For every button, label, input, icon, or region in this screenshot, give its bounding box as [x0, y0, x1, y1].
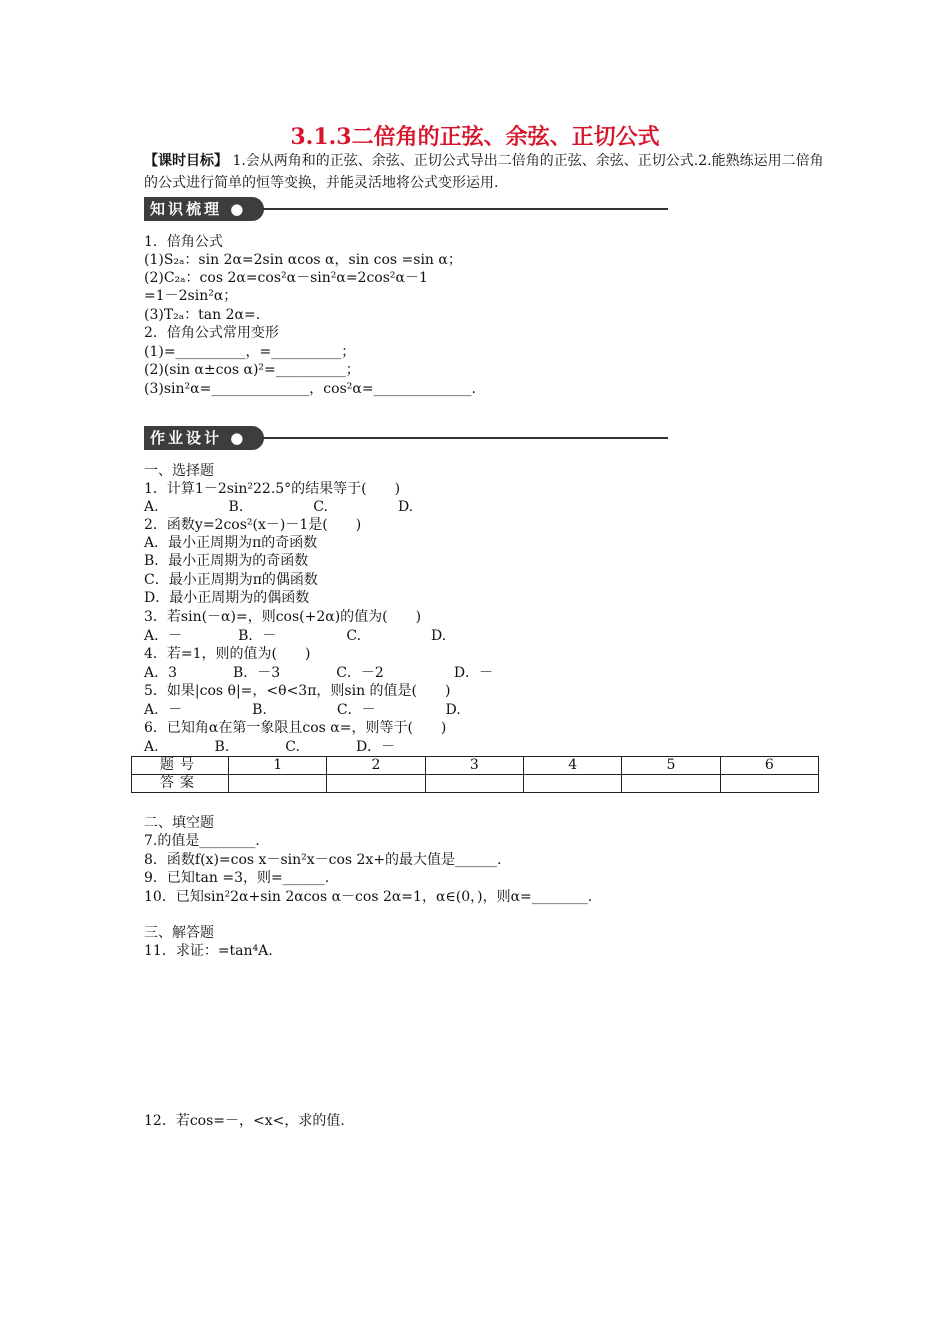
section-banner-knowledge: [144, 197, 668, 223]
options-line: A. B. C. D．－: [144, 739, 396, 755]
question-line: 4．若=1，则的值为( ): [144, 646, 311, 662]
table-col: 5: [622, 757, 720, 775]
knowledge-line: 1．倍角公式: [144, 234, 223, 250]
answer-cell[interactable]: [523, 775, 621, 793]
goal-text: 1.会从两角和的正弦、余弦、正切公式导出二倍角的正弦、余弦、正切公式.2.能熟练运用二倍角的公式进行简单的恒等变换，并能灵活地将公式变形运用.: [144, 153, 824, 191]
answer-cell[interactable]: [622, 775, 720, 793]
page-title: 3.1.3二倍角的正弦、余弦、正切公式: [290, 124, 660, 150]
knowledge-line: (1)=__________，=__________；: [144, 344, 356, 360]
goal-tag: 【课时目标】: [144, 153, 228, 169]
table-row: [132, 757, 819, 775]
table-col: 4: [523, 757, 621, 775]
answer-cell[interactable]: [229, 775, 327, 793]
banner-label: 知识梳理 ●: [144, 197, 264, 221]
answer-cell[interactable]: [327, 775, 425, 793]
lesson-goal: [144, 150, 824, 194]
answer-cell[interactable]: [720, 775, 818, 793]
question-line: 8．函数f(x)=cos x－sin²x－cos 2x+的最大值是______.: [144, 852, 502, 868]
table-col: 6: [720, 757, 818, 775]
question-line: 5．如果|cos θ|=，<θ<3π，则sin 的值是( ): [144, 683, 451, 699]
question-11: 11．求证：=tan⁴A.: [144, 943, 273, 959]
options-line: A. B. C. D.: [144, 499, 414, 515]
homework-line: 一、选择题: [144, 463, 214, 479]
table-head-answer: 答案: [132, 775, 229, 793]
question-line: 6．已知角α在第一象限且cos α=，则等于( ): [144, 720, 447, 736]
banner-label: 作业设计 ●: [144, 426, 264, 450]
option-line: C．最小正周期为π的偶函数: [144, 572, 318, 588]
knowledge-line: (3)T₂ₐ：tan 2α=.: [144, 307, 261, 323]
table-col: 1: [229, 757, 327, 775]
question-line: 2．函数y=2cos²(x－)－1是( ): [144, 517, 362, 533]
options-line: A．－ B．－ C. D.: [144, 628, 447, 644]
fill-header: 二、填空题: [144, 815, 214, 831]
option-line: B．最小正周期为的奇函数: [144, 553, 309, 569]
solve-header: 三、解答题: [144, 925, 214, 941]
table-head-number: 题号: [132, 757, 229, 775]
section-banner-homework: [144, 426, 668, 452]
question-line: 9．已知tan =3，则=______.: [144, 870, 330, 886]
knowledge-line: (2)(sin α±cos α)²=__________；: [144, 362, 360, 378]
options-line: A．3 B．－3 C．－2 D．－: [144, 665, 494, 681]
answer-table: [131, 756, 819, 793]
knowledge-line: =1－2sin²α；: [144, 288, 238, 304]
question-12: 12．若cos=－，<x<，求的值.: [144, 1113, 345, 1129]
banner-rule: [262, 437, 668, 439]
option-line: D．最小正周期为的偶函数: [144, 590, 310, 606]
answer-cell[interactable]: [425, 775, 523, 793]
knowledge-line: 2．倍角公式常用变形: [144, 325, 279, 341]
table-row: [132, 775, 819, 793]
question-line: 10．已知sin²2α+sin 2αcos α－cos 2α=1，α∈(0，)，则α=________.: [144, 889, 593, 905]
option-line: A．最小正周期为π的奇函数: [144, 535, 318, 551]
knowledge-line: (2)C₂ₐ：cos 2α=cos²α－sin²α=2cos²α－1: [144, 270, 428, 286]
question-line: 1．计算1－2sin²22.5°的结果等于( ): [144, 481, 401, 497]
table-col: 3: [425, 757, 523, 775]
knowledge-line: (1)S₂ₐ：sin 2α=2sin αcos α，sin cos =sin α；: [144, 252, 462, 268]
knowledge-line: (3)sin²α=______________，cos²α=______________.: [144, 381, 477, 397]
banner-rule: [262, 208, 668, 210]
question-line: 7.的值是________.: [144, 833, 260, 849]
options-line: A．－ B. C．－ D.: [144, 702, 461, 718]
table-col: 2: [327, 757, 425, 775]
question-line: 3．若sin(－α)=，则cos(+2α)的值为( ): [144, 609, 422, 625]
